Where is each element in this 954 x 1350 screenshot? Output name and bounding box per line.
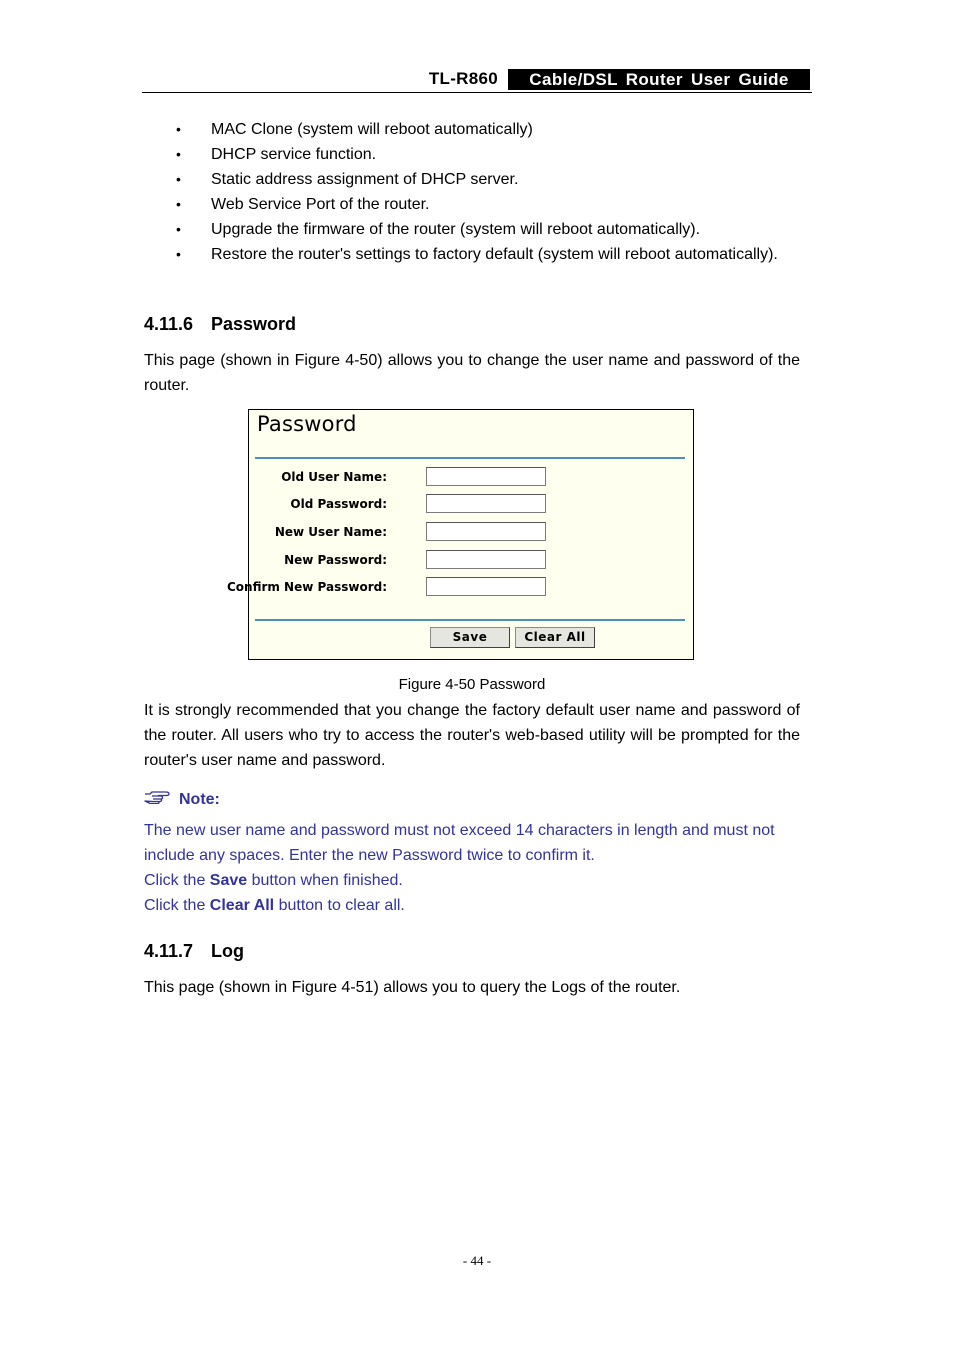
section-heading-log	[144, 941, 244, 962]
list-item	[176, 192, 800, 217]
list-item-text: DHCP service function.	[211, 146, 377, 163]
note-bold-clear-all: Clear All	[209, 897, 275, 914]
note-line	[144, 868, 804, 893]
section-title: Log	[211, 941, 244, 961]
header-guide-title: Cable/DSL Router User Guide	[508, 69, 810, 90]
bullet-icon: •	[176, 196, 181, 212]
note-label: Note:	[179, 791, 220, 808]
old-user-name-row	[249, 467, 689, 489]
password-form-screenshot	[226, 409, 694, 660]
note-text: Click the	[144, 872, 210, 889]
list-item-text: Web Service Port of the router.	[211, 196, 430, 213]
old-password-input[interactable]	[426, 494, 546, 513]
old-user-name-input[interactable]	[426, 467, 546, 486]
list-item	[176, 117, 800, 142]
log-intro-paragraph: This page (shown in Figure 4-51) allows you to query the Logs of the router.	[144, 979, 681, 996]
bullet-icon: •	[176, 146, 181, 162]
bullet-icon: •	[176, 221, 181, 237]
old-user-name-label: Old User Name:	[281, 470, 387, 484]
note-line: The new user name and password must not exceed 14 characters in length and must not include any spaces. Enter the new Password twice to confirm it.	[144, 822, 775, 864]
list-item	[176, 167, 800, 192]
header-model: TL-R860	[428, 69, 498, 88]
old-password-label: Old Password:	[290, 497, 387, 511]
list-item-text: Static address assignment of DHCP server.	[211, 171, 519, 188]
recommendation-paragraph: It is strongly recommended that you change the factory default user name and password of the router. All users who try to access the router's web-based utility will be prompted for the router's user name and password.	[144, 702, 800, 769]
note-line	[144, 893, 804, 918]
new-user-name-input[interactable]	[426, 522, 546, 541]
section-number: 4.11.6	[144, 314, 194, 334]
new-password-row	[249, 550, 689, 572]
confirm-new-password-row	[226, 577, 689, 599]
pointing-hand-svg	[144, 790, 170, 804]
list-item-text: Upgrade the firmware of the router (system will reboot automatically).	[211, 221, 701, 238]
note-text: Click the	[144, 897, 210, 914]
list-item	[176, 242, 800, 267]
note-body	[144, 818, 804, 918]
new-password-label: New Password:	[284, 553, 387, 567]
section-number: 4.11.7	[144, 941, 194, 961]
section-title: Password	[211, 314, 297, 334]
form-title: Password	[257, 412, 357, 436]
confirm-new-password-input[interactable]	[426, 577, 546, 596]
confirm-new-password-label: Confirm New Password:	[226, 580, 387, 594]
clear-all-button[interactable]: Clear All	[515, 627, 595, 648]
save-button[interactable]: Save	[430, 627, 510, 648]
bullet-icon: •	[176, 246, 181, 262]
new-password-input[interactable]	[426, 550, 546, 569]
form-bottom-divider	[255, 619, 685, 621]
pointing-hand-icon	[144, 790, 179, 809]
list-item-text: Restore the router's settings to factory default (system will reboot automatically).	[211, 246, 778, 263]
new-user-name-row	[249, 522, 689, 544]
bullet-icon: •	[176, 121, 181, 137]
page-header	[142, 68, 812, 93]
new-user-name-label: New User Name:	[274, 525, 387, 539]
note-text: button when finished.	[247, 872, 403, 889]
note-text: button to clear all.	[274, 897, 405, 914]
bullet-icon: •	[176, 171, 181, 187]
form-top-divider	[255, 457, 685, 459]
note-bold-save: Save	[209, 872, 248, 889]
section-heading-password	[144, 314, 296, 335]
note-heading	[144, 790, 220, 809]
password-intro-paragraph: This page (shown in Figure 4-50) allows you to change the user name and password of the router.	[144, 352, 800, 394]
list-item	[176, 142, 800, 167]
figure-caption: Figure 4-50 Password	[398, 676, 546, 693]
feature-bullet-list	[176, 117, 800, 267]
old-password-row	[249, 494, 689, 516]
list-item-text: MAC Clone (system will reboot automatically)	[211, 121, 533, 138]
list-item	[176, 217, 800, 242]
page-number: - 44 -	[462, 1253, 492, 1268]
